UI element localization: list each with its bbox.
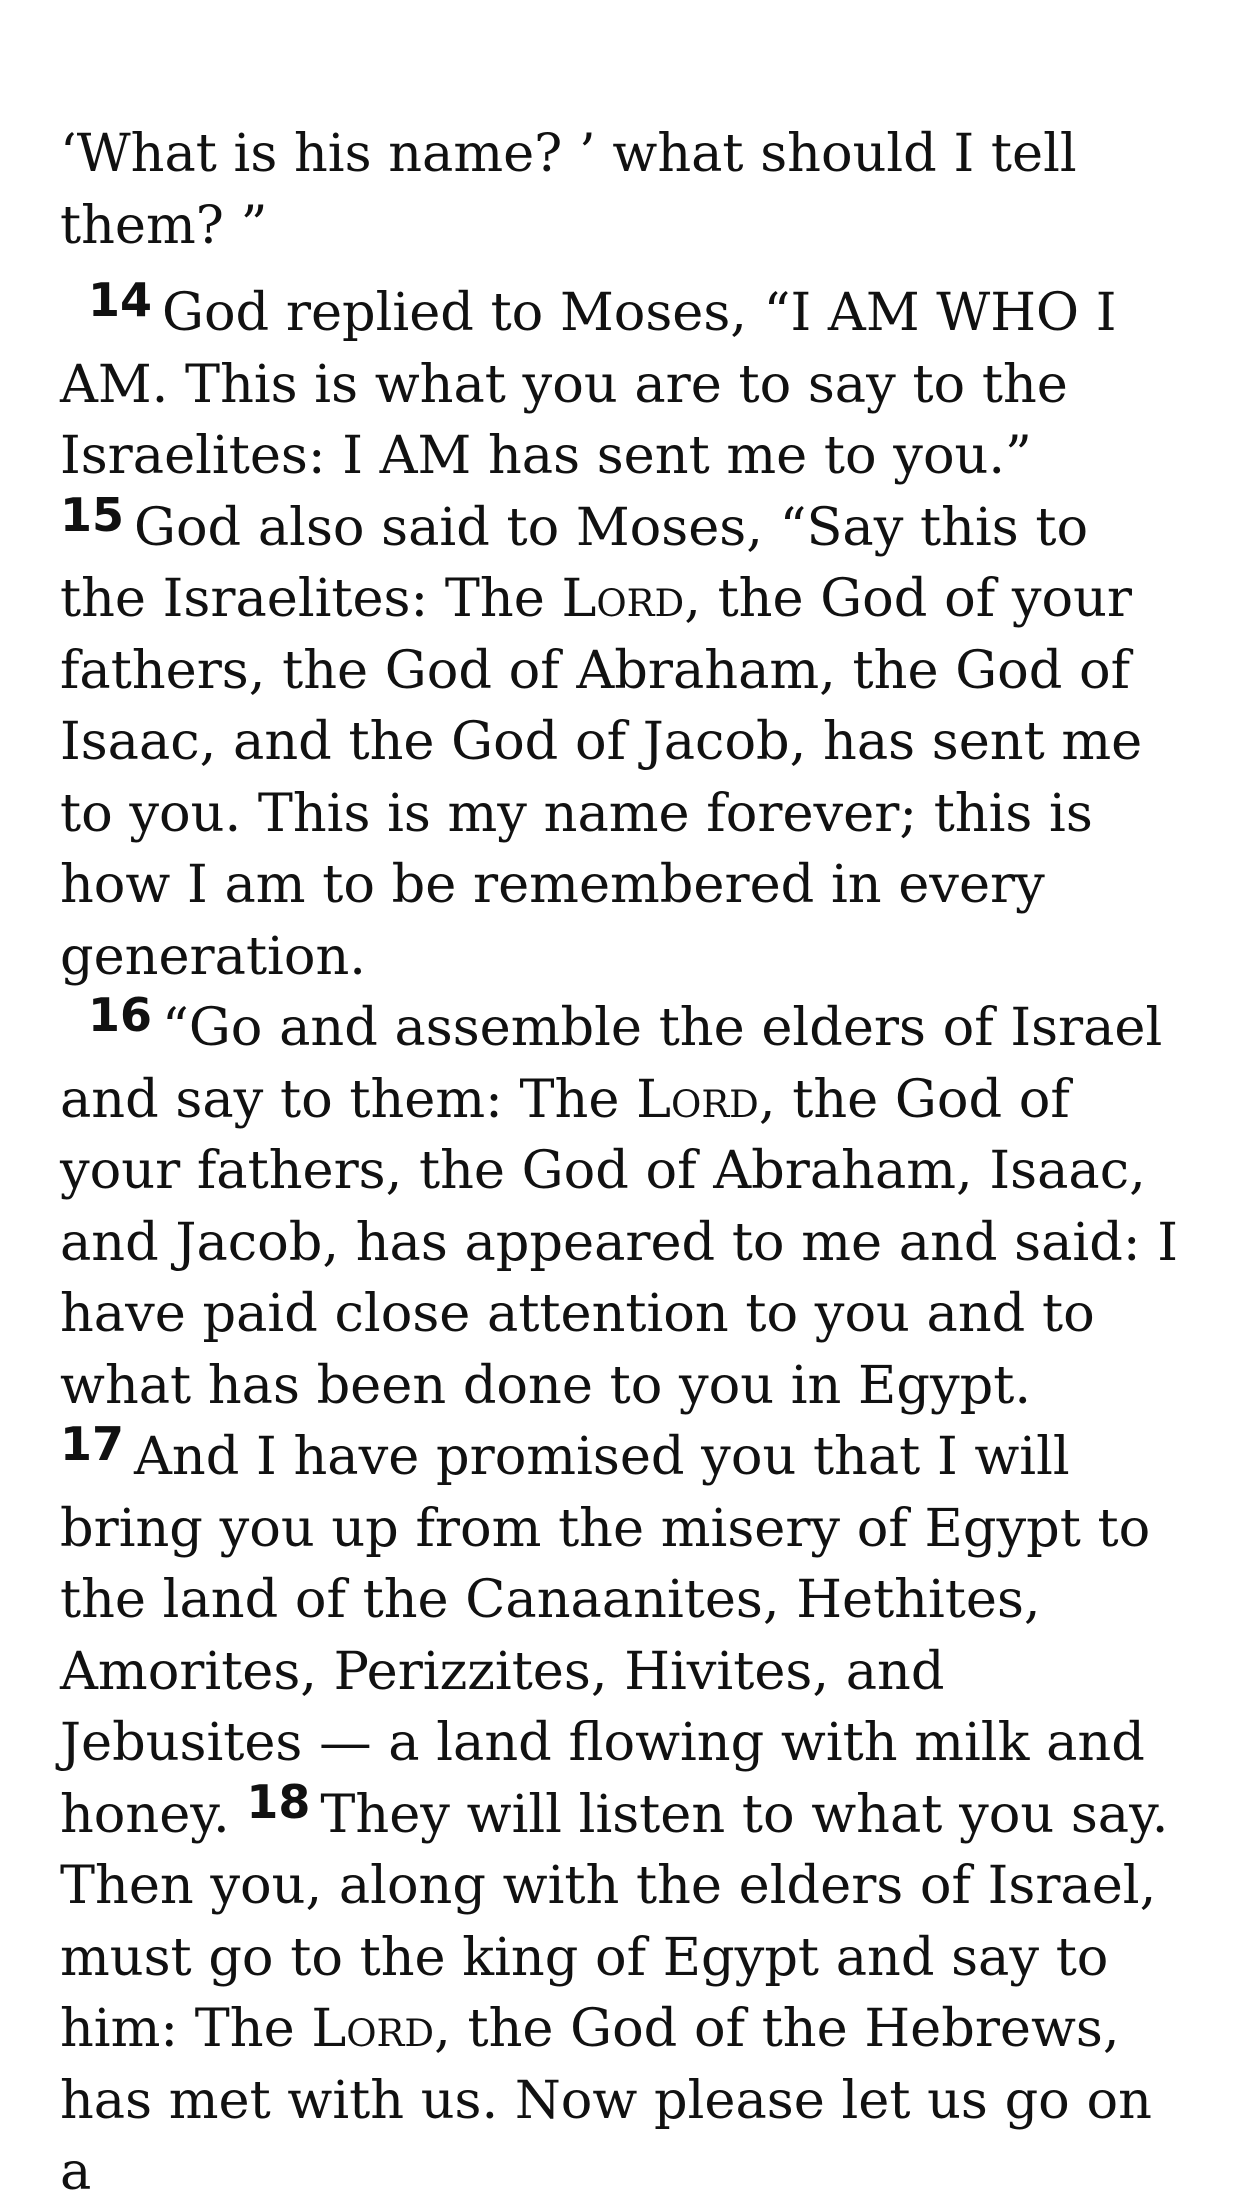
verse-15-text-a: God also said to Moses, “Say this to the Israelites: The xyxy=(60,496,1089,629)
paragraph-14-15 xyxy=(60,273,1190,992)
verse-number-14[interactable]: 14 xyxy=(88,273,153,327)
lord-small-caps: Lord xyxy=(561,568,685,629)
verse-text: ‘What is his name? ’ what should I tell them? ” xyxy=(60,123,1077,256)
lord-small-caps: Lord xyxy=(311,1998,435,2059)
paragraph-16-18 xyxy=(60,988,1190,2208)
verse-number-15[interactable]: 15 xyxy=(60,487,125,542)
verse-14-text: God replied to Moses, “I AM WHO I AM. This is what you are to say to the Israelites: I AM has sent me to you.” xyxy=(60,282,1117,486)
verse-16-text-a: “Go and assemble the elders of Israel and say to them: The xyxy=(60,997,1163,1130)
verse-number-17[interactable]: 17 xyxy=(60,1417,125,1471)
verse-16-text-b: , the God of your fathers, the God of Abraham, Isaac, and Jacob, has appeared to me and said: I have paid close attention to you and to what has been done to you in Egypt. xyxy=(60,1068,1178,1416)
paragraph-intro xyxy=(60,118,1190,261)
reader-page xyxy=(60,118,1190,2208)
verse-number-18[interactable]: 18 xyxy=(246,1774,311,1829)
verse-number-16[interactable]: 16 xyxy=(88,988,153,1042)
verse-18-text-a: They will listen to what you say. Then you, along with the elders of Israel, must go to the king of Egypt and say to him: The xyxy=(60,1783,1169,2059)
verse-18-text-b: , the God of the Hebrews, has met with us. Now please let us go on a xyxy=(60,1998,1152,2202)
lord-small-caps: Lord xyxy=(636,1068,759,1130)
verse-17-text: And I have promised you that I will bring you up from the misery of Egypt to the land of the Canaanites, Hethites, Amorites, Perizzites, Hivites, and Jebusites — a land flowing with milk and honey. xyxy=(60,1426,1151,1845)
verse-15-text-b: , the God of your fathers, the God of Abraham, the God of Isaac, and the God of Jacob, has sent me to you. This is my name forever; this is how I am to be remembered in every generation. xyxy=(60,568,1143,987)
